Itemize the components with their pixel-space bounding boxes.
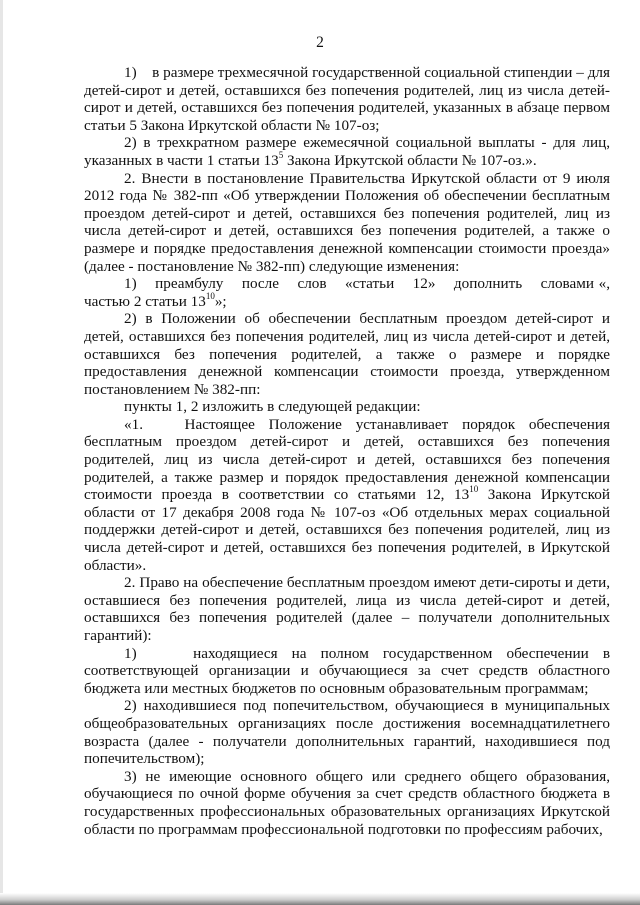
paragraph-point-1: «1. Настоящее Положение устанавливает порядок обеспечения бесплатным проездом детей-сирот и детей, оставшихся без попечения родителей, лиц из числа детей-сирот и детей, оставшихся без попечения родителей, а также размер и порядок предоставления денежной компенсации стоимости проезда в соответствии со статьями 12, $13^{10}$ Закона Иркутской области от 17 декабря 2008 года № 107-оз «Об отдельных мерах социальной поддержки детей-сирот и детей, оставшихся без попечения родителей, лиц из числа детей-сирот и детей, оставшихся без попечения родителей, в Иркутской области». — [84, 415, 610, 574]
paragraph-point-2: 2. Право на обеспечение бесплатным проездом имеют дети-сироты и дети, оставшиеся без попечения родителей, лица из числа детей-сирот и детей, оставшихся без попечения родителей (далее – получатели дополнительных гарантий): — [84, 574, 610, 644]
paragraph-regulation: 2) в Положении об обеспечении бесплатным проездом детей-сирот и детей, оставшихся без попечения родителей, лиц из числа детей-сирот и детей, оставшихся без попечения родителей, а также о размере и порядке предоставления денежной компенсации стоимости проезда, утвержденном постановлением № 382-пп: — [84, 310, 610, 398]
scan-bottom-edge — [0, 893, 640, 905]
paragraph-stipend: 1) в размере трехмесячной государственной социальной стипендии – для детей-сирот и детей, оставшихся без попечения родителей, лиц из числа детей-сирот и детей, оставшихся без попечения родителей, указанных в абзаце первом статьи 5 Закона Иркутской области № 107-оз; — [84, 64, 610, 134]
paragraph-amend-resolution: 2. Внести в постановление Правительства Иркутской области от 9 июля 2012 года № 382-пп «Об утверждении Положения об обеспечении бесплатным проездом детей-сирот и детей, оставшихся без попечения родителей, лиц из числа детей-сирот и детей, оставшихся без попечения родителей, а также о размере и порядке предоставления денежной компенсации стоимости проезда» (далее - постановление № 382-пп) следующие изменения: — [84, 169, 610, 275]
superscript: 10 — [469, 484, 479, 495]
paragraph-subpoint-2: 2) находившиеся под попечительством, обучающиеся в муниципальных общеобразовательных организациях после достижения восемнадцатилетнего возраста (далее - получатели дополнительных гарантий, находившиеся под попечительством); — [84, 697, 610, 768]
superscript: 5 — [278, 149, 284, 160]
paragraph-subpoint-1: 1) находящиеся на полном государственном обеспечении в соответствующей организации и обучающиеся за счет средств областного бюджета или местных бюджетов по основным образовательным программам; — [84, 644, 610, 697]
page-number: 2 — [316, 34, 324, 51]
scan-left-edge — [0, 0, 3, 905]
paragraph-subpoint-3: 3) не имеющие основного общего или среднего общего образования, обучающиеся по очной форме обучения за счет средств областного бюджета в государственных профессиональных образовательных организациях Иркутской области по программам профессиональной подготовки по профессиям рабочих, — [84, 767, 610, 838]
paragraph-triple-payment: 2) в трехкратном размере ежемесячной социальной выплаты - для лиц, указанных в части 1 статьи $13^5$ Закона Иркутской области № 107-оз.». — [84, 134, 610, 169]
paragraph-preamble: 1) преамбулу после слов «статьи 12» дополнить словами «, частью 2 статьи $13^{10}$»; — [84, 275, 610, 310]
document-body — [84, 64, 610, 838]
superscript: 10 — [205, 290, 215, 301]
paragraph-new-wording: пункты 1, 2 изложить в следующей редакции: — [124, 398, 421, 416]
